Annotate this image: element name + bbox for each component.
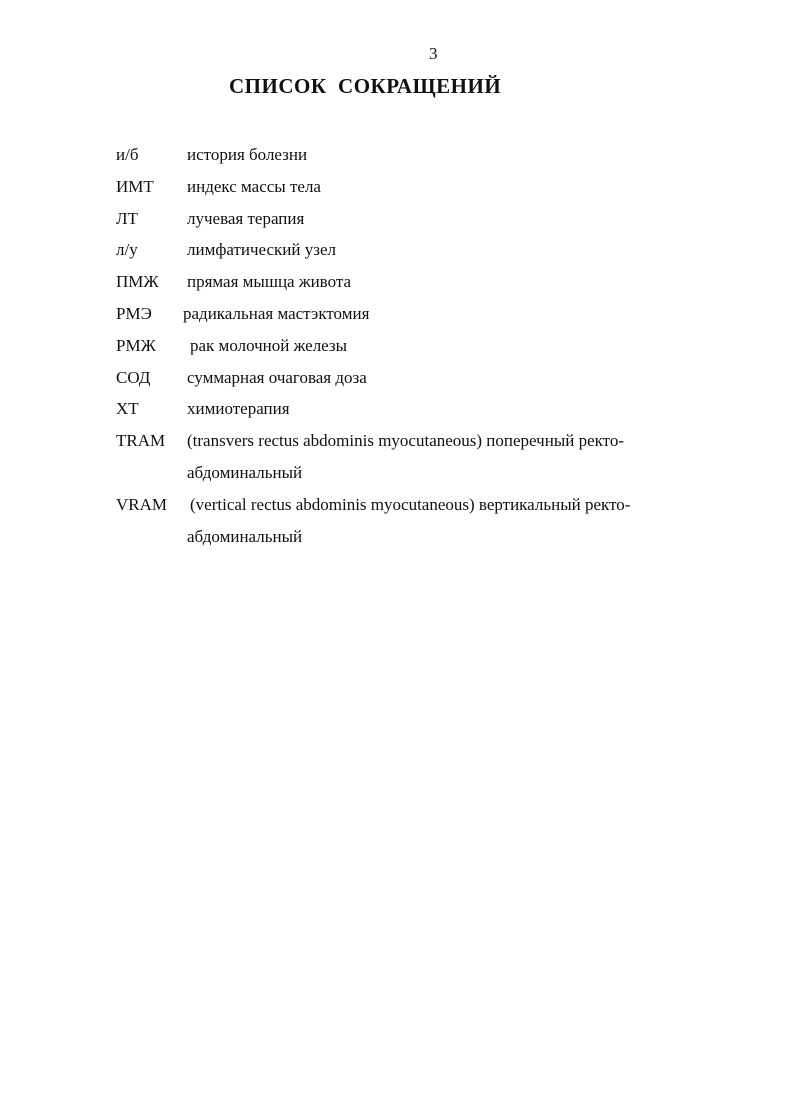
abbreviation-definition: химиотерапия (187, 399, 290, 419)
abbreviation-list (116, 143, 716, 556)
list-item (116, 429, 716, 461)
list-item (116, 270, 716, 302)
abbreviation-definition: индекс массы тела (187, 176, 321, 196)
abbreviation: ПМЖ (116, 272, 159, 292)
abbreviation-definition-continuation: абдоминальный (187, 462, 303, 482)
list-item (116, 397, 716, 429)
list-item-continuation (116, 461, 716, 493)
abbreviation-definition: рак молочной железы (190, 335, 348, 355)
abbreviation-definition: (vertical rectus abdominis myocutaneous) вертикальный ректо- (190, 494, 631, 514)
abbreviation: TRAM (116, 431, 166, 451)
abbreviation: РМЖ (116, 335, 156, 355)
abbreviation-definition: лучевая терапия (187, 208, 305, 228)
list-item (116, 143, 716, 175)
abbreviation: и/б (116, 145, 139, 164)
list-item-continuation (116, 525, 716, 557)
list-item (116, 175, 716, 207)
page-title: СПИСОК СОКРАЩЕНИЙ (229, 74, 502, 98)
abbreviation-definition: суммарная очаговая доза (187, 367, 367, 387)
abbreviation: ХТ (116, 399, 139, 419)
abbreviation-definition: радикальная мастэктомия (183, 303, 370, 323)
abbreviation-definition: прямая мышца живота (187, 272, 352, 292)
abbreviation-definition: (transvers rectus abdominis myocutaneous) поперечный ректо- (187, 431, 625, 451)
list-item (116, 207, 716, 239)
abbreviation: ИМТ (116, 176, 154, 196)
list-item (116, 366, 716, 398)
abbreviation-definition-continuation: абдоминальный (187, 526, 303, 546)
abbreviation: VRAM (116, 494, 168, 514)
page-number: 3 (429, 44, 438, 63)
abbreviation-definition: история болезни (187, 145, 308, 164)
list-item (116, 493, 716, 525)
abbreviation: СОД (116, 367, 151, 387)
abbreviation: л/у (116, 240, 138, 260)
list-item (116, 302, 716, 334)
abbreviation-definition: лимфатический узел (187, 240, 336, 260)
list-item (116, 238, 716, 270)
abbreviation: РМЭ (116, 303, 152, 323)
abbreviation: ЛТ (116, 208, 138, 228)
list-item (116, 334, 716, 366)
